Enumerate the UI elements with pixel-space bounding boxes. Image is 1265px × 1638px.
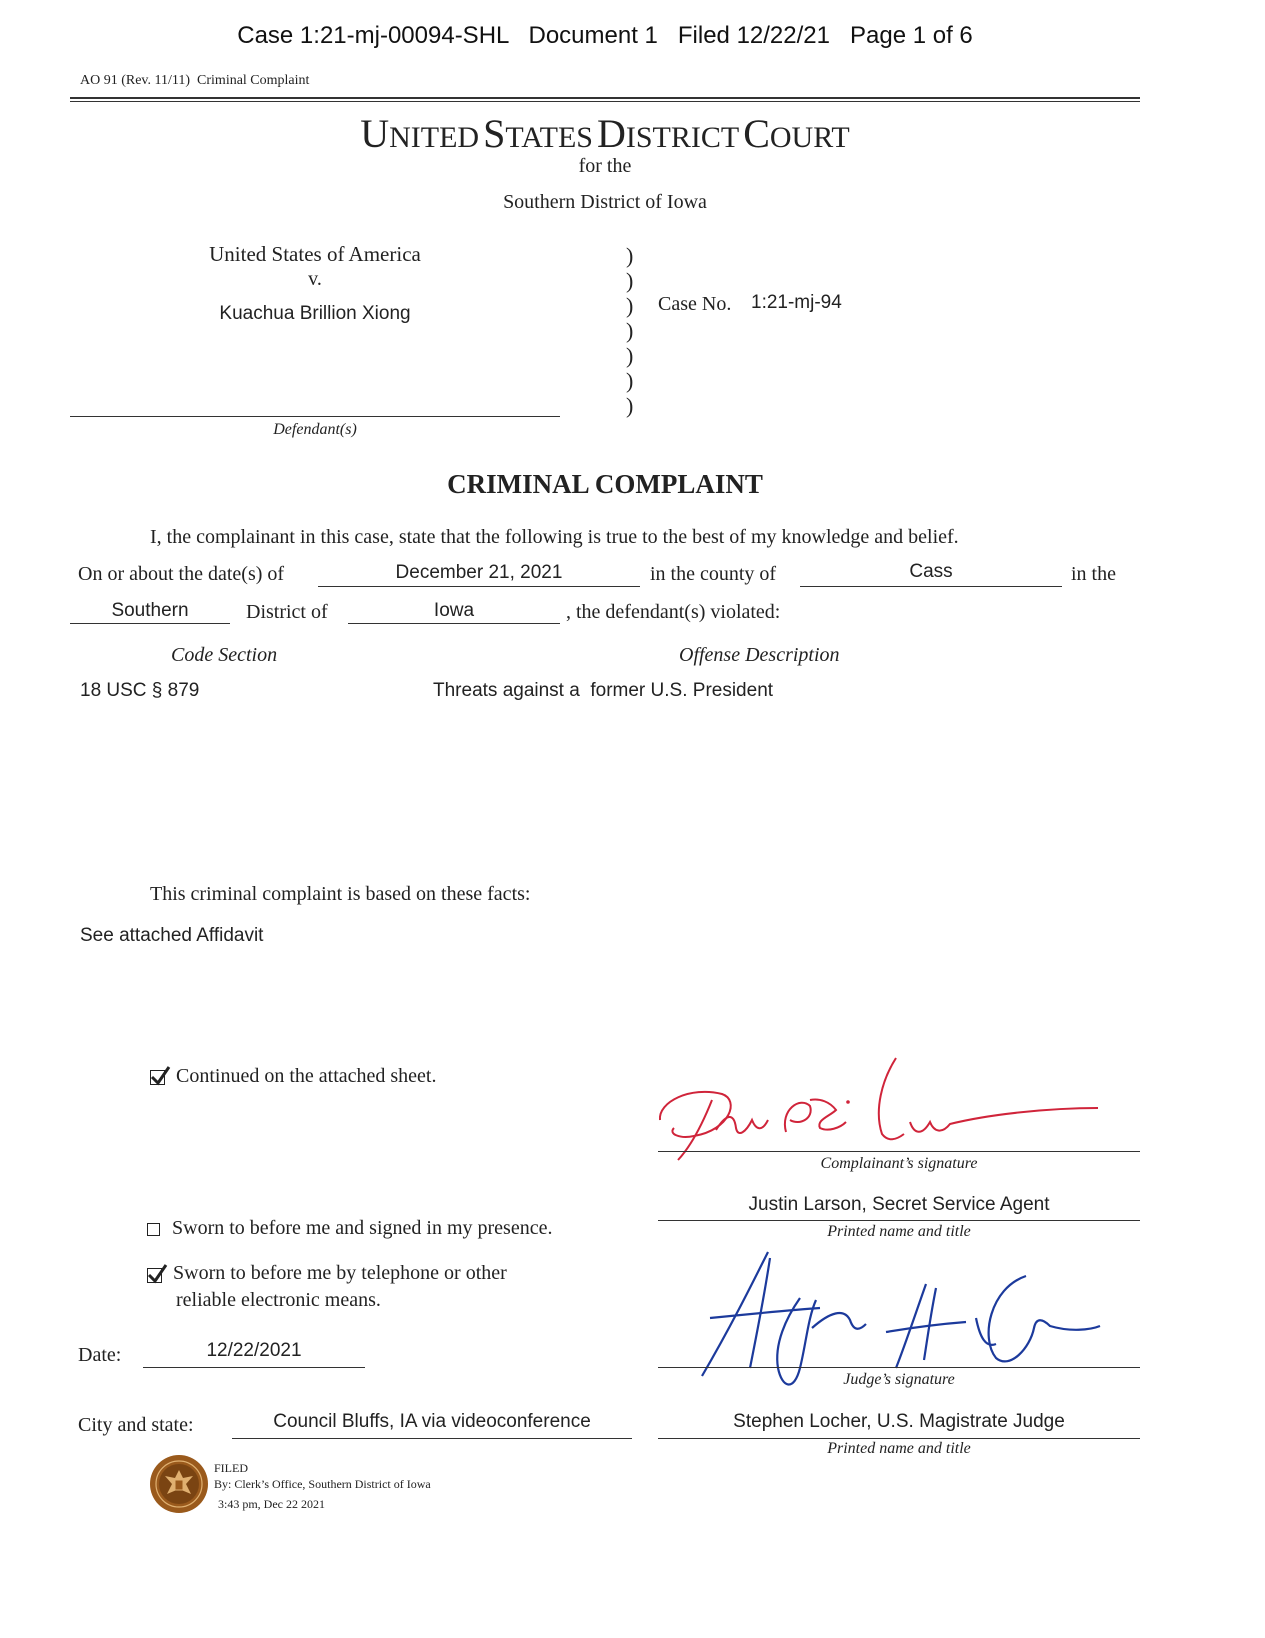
continued-checkbox[interactable] [150,1070,165,1085]
code-section-value: 18 USC § 879 [80,680,200,701]
sworn-presence-checkbox[interactable] [147,1223,160,1236]
city-value: Council Bluffs, IA via videoconference [273,1411,591,1432]
offense-date-rule [318,586,640,587]
defendant-rule [70,416,560,417]
on-or-about-label: On or about the date(s) of [78,563,285,585]
offense-description-value: Threats against a former U.S. President [433,680,774,701]
defendant-label: Defendant(s) [273,421,357,438]
court-seal-icon [149,1454,209,1514]
judge-sig-rule [658,1367,1140,1368]
district-value: Southern [111,600,189,621]
in-the-label: in the [1071,563,1116,585]
facts-text: See attached Affidavit [80,925,264,946]
plaintiff: United States of America [209,242,421,266]
header-rule-top [70,97,1140,99]
sworn-telephone-checkbox[interactable] [147,1268,162,1283]
date-rule [143,1367,365,1368]
in-county-label: in the county of [650,563,777,585]
sworn-telephone-label-1: Sworn to before me by telephone or other [173,1262,507,1284]
filed-line-1: FILED [214,1461,248,1475]
sworn-presence-label: Sworn to before me and signed in my presence. [172,1217,553,1239]
statement-intro: I, the complainant in this case, state that the following is true to the best of my knowledge and belief. [150,526,959,548]
city-label: City and state: [78,1414,194,1436]
filed-line-3: 3:43 pm, Dec 22 2021 [218,1497,325,1511]
judge-printed-rule [658,1438,1140,1439]
offense-description-header: Offense Description [679,644,840,666]
violated-label: , the defendant(s) violated: [566,601,781,623]
date-value: 12/22/2021 [206,1340,302,1361]
filed-line-2: By: Clerk’s Office, Southern District of Iowa [214,1477,431,1491]
complainant-sig-rule [658,1151,1140,1152]
city-rule [232,1438,632,1439]
judge-sig-label: Judge’s signature [843,1371,955,1388]
case-no-label: Case No. [658,293,732,315]
offense-date: December 21, 2021 [395,562,563,583]
judge-printed-label: Printed name and title [827,1440,971,1457]
state-rule [348,623,560,624]
court-name: UNITED STATES DISTRICT COURT [360,111,850,156]
case-header: Case 1:21-mj-00094-SHL Document 1 Filed 12/22/21 Page 1 of 6 [237,22,973,49]
district-of-label: District of [246,601,328,623]
court-district: Southern District of Iowa [503,191,707,213]
district-rule [70,623,230,624]
document-title: CRIMINAL COMPLAINT [447,469,763,499]
complainant-printed-name: Justin Larson, Secret Service Agent [748,1194,1050,1215]
facts-intro: This criminal complaint is based on these facts: [150,883,531,905]
complainant-sig-label: Complainant’s signature [820,1155,978,1172]
continued-label: Continued on the attached sheet. [176,1065,437,1087]
state-value: Iowa [433,600,475,621]
for-the: for the [578,155,632,177]
judge-printed-name: Stephen Locher, U.S. Magistrate Judge [733,1411,1065,1432]
header-rule-bottom [70,101,1140,102]
complainant-printed-rule [658,1220,1140,1221]
complainant-printed-label: Printed name and title [827,1223,971,1240]
complainant-signature [650,1050,1110,1165]
date-label: Date: [78,1344,122,1366]
code-section-header: Code Section [171,644,278,666]
checkmark-icon [149,1065,171,1087]
form-id: AO 91 (Rev. 11/11) Criminal Complaint [80,73,310,88]
checkmark-icon [146,1263,168,1285]
county-rule [800,586,1062,587]
defendant-name: Kuachua Brillion Xiong [219,303,411,324]
sworn-telephone-label-2: reliable electronic means. [176,1289,381,1311]
case-no-value: 1:21-mj-94 [751,292,842,313]
county-value: Cass [909,561,953,582]
versus: v. [308,268,322,290]
